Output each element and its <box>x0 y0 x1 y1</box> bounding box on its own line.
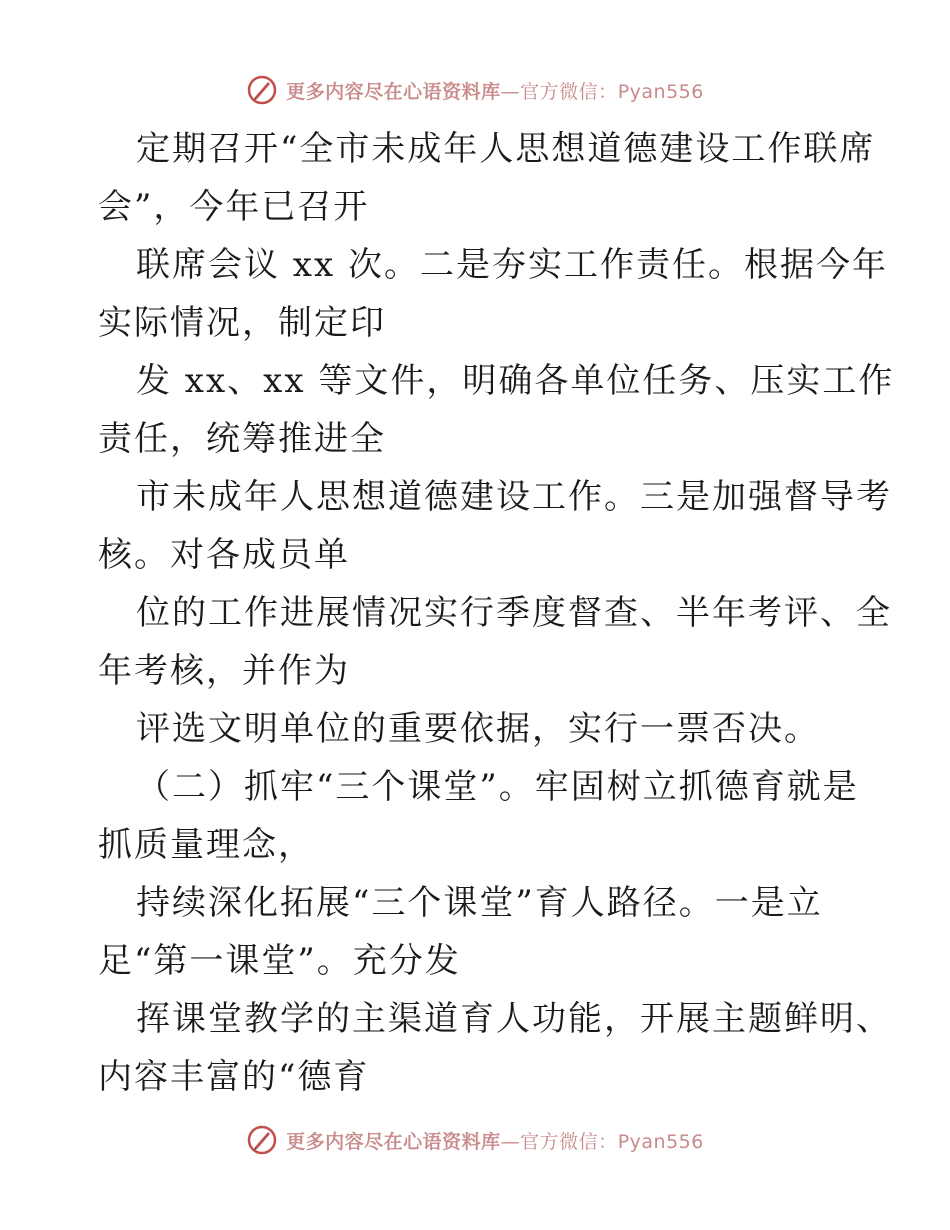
text-line: 定期召开“全市未成年人思想道德建设工作联席 <box>136 129 876 169</box>
watermark-text: 更多内容尽在心语资料库—官方微信：Pyan556 <box>286 80 704 103</box>
text-line: 责任，统筹推进全 <box>98 419 386 459</box>
text-line: 足“第一课堂”。充分发 <box>98 941 461 981</box>
text-line: 年考核，并作为 <box>98 651 350 691</box>
text-line: 持续深化拓展“三个课堂”育人路径。一是立 <box>136 883 823 923</box>
text-line: 发 xx、xx 等文件，明确各单位任务、压实工作 <box>136 361 895 401</box>
text-line: 核。对各成员单 <box>98 535 350 575</box>
text-line: 市未成年人思想道德建设工作。三是加强督导考 <box>136 477 892 517</box>
footer-watermark <box>0 1120 950 1160</box>
section-heading-line: （二）抓牢“三个课堂”。牢固树立抓德育就是 <box>136 767 859 807</box>
text-line: 会”，今年已召开 <box>98 187 370 227</box>
text-line: 联席会议 xx 次。二是夯实工作责任。根据今年 <box>136 245 888 285</box>
text-line: 抓质量理念， <box>98 825 314 865</box>
quill-pen-icon <box>246 74 278 106</box>
text-line: 挥课堂教学的主渠道育人功能，开展主题鲜明、 <box>136 999 892 1039</box>
watermark-text: 更多内容尽在心语资料库—官方微信：Pyan556 <box>286 1130 704 1153</box>
quill-pen-icon <box>246 1124 278 1156</box>
document-body <box>98 120 895 1106</box>
text-line: 实际情况，制定印 <box>98 303 386 343</box>
text-line: 评选文明单位的重要依据，实行一票否决。 <box>136 709 820 749</box>
header-watermark <box>0 70 950 110</box>
text-line: 内容丰富的“德育 <box>98 1057 370 1097</box>
text-line: 位的工作进展情况实行季度督查、半年考评、全 <box>136 593 892 633</box>
